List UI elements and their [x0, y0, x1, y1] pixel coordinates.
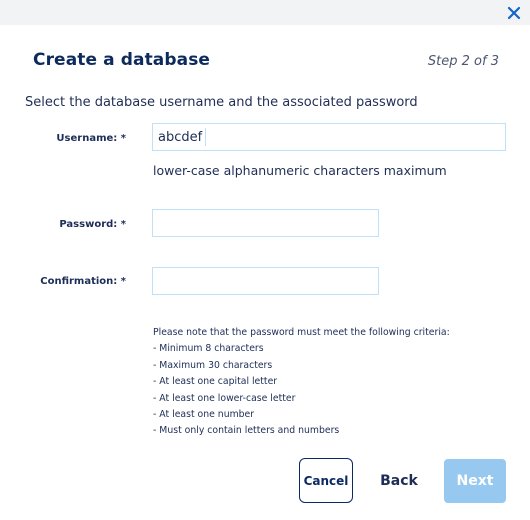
close-button[interactable]: [503, 2, 525, 24]
confirmation-label: Confirmation: *: [40, 276, 126, 287]
criteria-list: [153, 341, 450, 439]
confirmation-input[interactable]: [153, 268, 378, 294]
criteria-item: - At least one lower-case letter: [153, 392, 296, 404]
username-field-wrapper: [152, 123, 506, 151]
cancel-button[interactable]: Cancel: [299, 458, 353, 503]
password-criteria: [153, 325, 450, 440]
close-icon: [503, 2, 525, 24]
password-label: Password: *: [59, 219, 126, 230]
criteria-item: - Minimum 8 characters: [153, 343, 264, 355]
password-input[interactable]: [153, 210, 378, 236]
confirmation-field-wrapper: [152, 267, 379, 295]
back-button[interactable]: Back: [380, 473, 418, 489]
next-button[interactable]: Next: [444, 459, 506, 503]
username-label: Username: *: [56, 133, 126, 144]
dialog-title: Create a database: [33, 50, 211, 70]
input-divider: [205, 128, 206, 146]
criteria-item: - At least one capital letter: [153, 376, 278, 388]
criteria-item: - At least one number: [153, 409, 255, 421]
username-hint: lower-case alphanumeric characters maximum: [153, 163, 447, 178]
password-field-wrapper: [152, 209, 379, 237]
criteria-heading: Please note that the password must meet the following criteria:: [153, 327, 450, 338]
intro-text: Select the database username and the associated password: [25, 95, 418, 110]
criteria-item: - Must only contain letters and numbers: [153, 425, 340, 437]
criteria-item: - Maximum 30 characters: [153, 359, 273, 371]
step-indicator: Step 2 of 3: [427, 54, 499, 69]
dialog-top-bar: [0, 0, 530, 25]
